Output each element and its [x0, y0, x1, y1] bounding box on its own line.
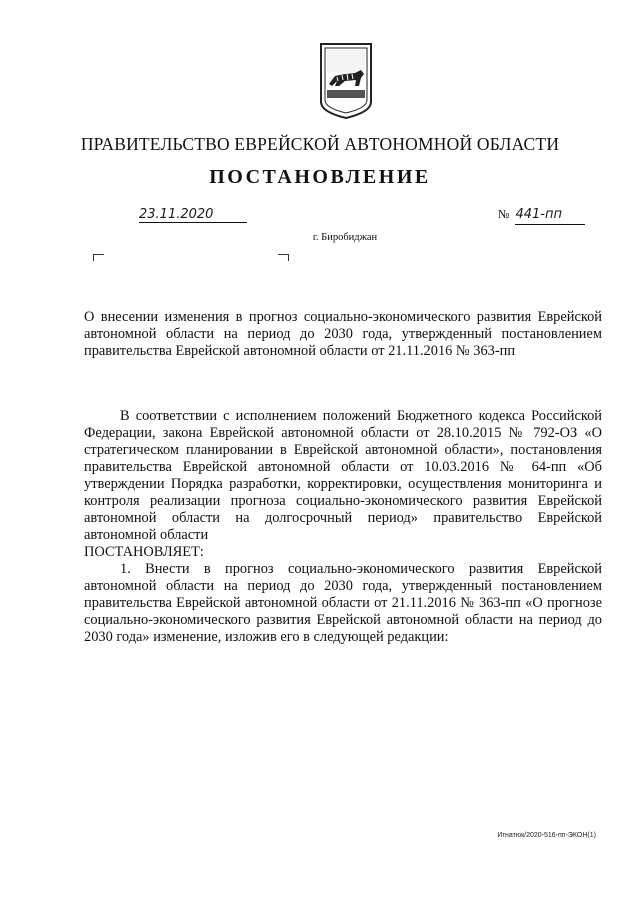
footer-reference: Игнатюк/2020-516-пп-ЭКОН(1) — [497, 832, 596, 839]
decree-word: ПОСТАНОВЛЯЕТ: — [84, 544, 204, 560]
city-name: г. Биробиджан — [312, 232, 378, 243]
date-underline — [139, 222, 247, 223]
number-prefix: № — [498, 207, 510, 221]
document-number: 441-пп — [515, 207, 562, 222]
number-underline — [515, 224, 585, 225]
number-field — [498, 207, 562, 222]
preamble-paragraph: В соответствии с исполнением положений Бюджетного кодекса Российской Федерации, закона Еврейской автономной области от 28.10.2015 № 792-ОЗ «О стратегическом планировании в Еврейской автономной области», постановления правительства Еврейской автономной области от 10.03.2016 № 64-пп «Об утверждении Порядка разработки, корректировки, осуществления мониторинга и контроля реализации прогноза социально-экономического развития Еврейской автономной области на долгосрочный период» правительство Еврейской автономной области — [84, 408, 602, 543]
item-1-paragraph: 1. Внести в прогноз социально-экономического развития Еврейской автономной области на период до 2030 года, утвержденный постановлением правительства Еврейской автономной области от 21.11.2016 № 363-пп «О прогнозе социально-экономического развития Еврейской автономной области на период до 2030 года» изменение, изложив его в следующей редакции: — [84, 561, 602, 645]
document-type: ПОСТАНОВЛЕНИЕ — [209, 166, 431, 188]
document-title: О внесении изменения в прогноз социально-экономического развития Еврейской автономной области на период до 2030 года, утвержденный постановлением правительства Еврейской автономной области от 21.11.2016 № 363-пп — [84, 309, 602, 359]
organization-name: ПРАВИТЕЛЬСТВО ЕВРЕЙСКОЙ АВТОНОМНОЙ ОБЛАСТИ — [80, 134, 560, 154]
coat-of-arms-tiger-icon — [315, 40, 377, 120]
title-bracket-left — [93, 254, 104, 261]
date-field — [139, 205, 247, 223]
title-bracket-right — [278, 254, 289, 261]
document-date: 23.11.2020 — [139, 207, 214, 222]
